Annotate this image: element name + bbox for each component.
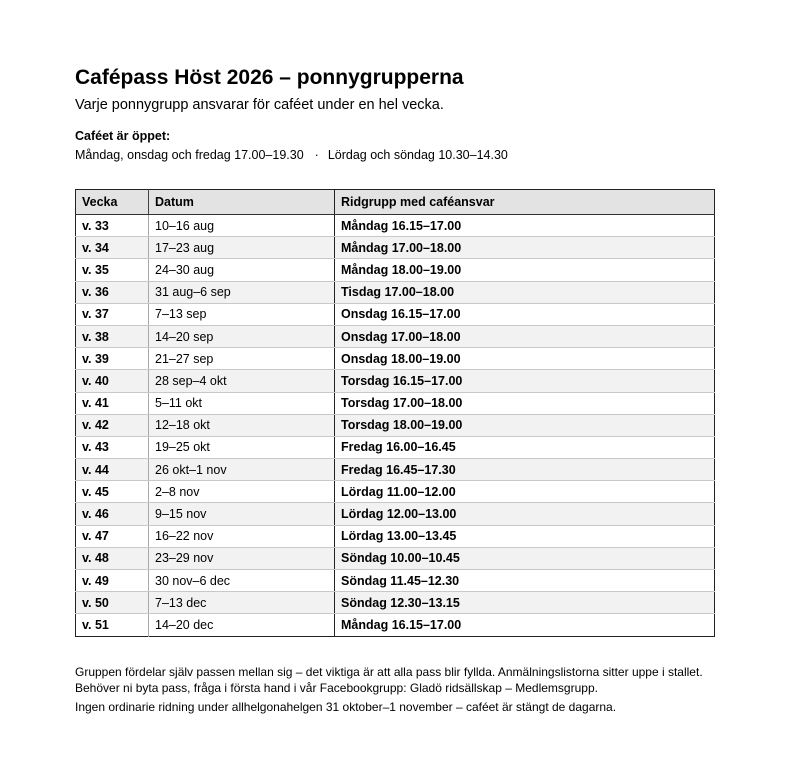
week-cell: v. 36: [76, 281, 149, 303]
group-cell: Lördag 13.00–13.45: [335, 525, 715, 547]
date-cell: 31 aug–6 sep: [149, 281, 335, 303]
date-cell: 5–11 okt: [149, 392, 335, 414]
date-cell: 17–23 aug: [149, 237, 335, 259]
table-row: [76, 237, 715, 259]
date-cell: 14–20 dec: [149, 614, 335, 636]
group-cell: Söndag 11.45–12.30: [335, 570, 715, 592]
group-cell: Fredag 16.00–16.45: [335, 436, 715, 458]
table-row: [76, 503, 715, 525]
date-cell: 26 okt–1 nov: [149, 459, 335, 481]
date-cell: 2–8 nov: [149, 481, 335, 503]
date-cell: 24–30 aug: [149, 259, 335, 281]
date-cell: 12–18 okt: [149, 414, 335, 436]
week-cell: v. 38: [76, 325, 149, 347]
date-cell: 21–27 sep: [149, 348, 335, 370]
table-row: [76, 570, 715, 592]
week-cell: v. 47: [76, 525, 149, 547]
week-cell: v. 35: [76, 259, 149, 281]
table-row: [76, 436, 715, 458]
group-cell: Måndag 17.00–18.00: [335, 237, 715, 259]
table-row: [76, 325, 715, 347]
week-cell: v. 41: [76, 392, 149, 414]
date-cell: 7–13 dec: [149, 592, 335, 614]
opening-hours-weekdays: Måndag, onsdag och fredag 17.00–19.30: [75, 148, 304, 162]
group-cell: Onsdag 18.00–19.00: [335, 348, 715, 370]
table-body: [76, 215, 715, 637]
table-row: [76, 392, 715, 414]
date-cell: 23–29 nov: [149, 547, 335, 569]
table-row: [76, 414, 715, 436]
opening-hours: [75, 147, 715, 164]
week-cell: v. 43: [76, 436, 149, 458]
table-row: [76, 348, 715, 370]
week-cell: v. 49: [76, 570, 149, 592]
group-cell: Måndag 16.15–17.00: [335, 215, 715, 237]
group-cell: Söndag 12.30–13.15: [335, 592, 715, 614]
schedule-document: [75, 64, 715, 714]
group-cell: Tisdag 17.00–18.00: [335, 281, 715, 303]
week-cell: v. 40: [76, 370, 149, 392]
group-cell: Torsdag 18.00–19.00: [335, 414, 715, 436]
group-cell: Söndag 10.00–10.45: [335, 547, 715, 569]
footer-note-holiday: Ingen ordinarie ridning under allhelgonahelgen 31 oktober–1 november – caféet är stängt de dagarna.: [75, 700, 617, 714]
table-row: [76, 547, 715, 569]
table-row: [76, 525, 715, 547]
column-header-group: Ridgrupp med caféansvar: [335, 190, 715, 215]
page-subtitle: Varje ponnygrupp ansvarar för caféet under en hel vecka.: [75, 97, 444, 113]
column-header-week: Vecka: [76, 190, 149, 215]
group-cell: Onsdag 16.15–17.00: [335, 303, 715, 325]
week-cell: v. 37: [76, 303, 149, 325]
week-cell: v. 48: [76, 547, 149, 569]
table-row: [76, 481, 715, 503]
table-row: [76, 459, 715, 481]
footer-note-swap: Gruppen fördelar själv passen mellan sig – det viktiga är att alla pass blir fyllda. Anmälningslistorna sitter uppe i stallet. Behöver ni byta pass, fråga i första hand i vår Facebookgrupp: Gladö ridsällskap – Medlemsgrupp.: [75, 665, 703, 695]
date-cell: 9–15 nov: [149, 503, 335, 525]
cafe-schedule-table: [75, 189, 715, 637]
date-cell: 30 nov–6 dec: [149, 570, 335, 592]
group-cell: Lördag 12.00–13.00: [335, 503, 715, 525]
table-row: [76, 303, 715, 325]
table-row: [76, 259, 715, 281]
table-row: [76, 370, 715, 392]
column-header-date: Datum: [149, 190, 335, 215]
week-cell: v. 34: [76, 237, 149, 259]
page-title: Cafépass Höst 2026 – ponnygrupperna: [75, 66, 464, 89]
group-cell: Måndag 18.00–19.00: [335, 259, 715, 281]
group-cell: Torsdag 16.15–17.00: [335, 370, 715, 392]
table-row: [76, 614, 715, 636]
table-row: [76, 592, 715, 614]
footer-notes: [75, 664, 715, 718]
table-row: [76, 215, 715, 237]
week-cell: v. 51: [76, 614, 149, 636]
date-cell: 28 sep–4 okt: [149, 370, 335, 392]
group-cell: Måndag 16.15–17.00: [341, 617, 462, 632]
group-cell: Onsdag 17.00–18.00: [335, 325, 715, 347]
date-cell: 19–25 okt: [149, 436, 335, 458]
opening-hours-weekend: Lördag och söndag 10.30–14.30: [327, 148, 508, 162]
week-cell: v. 44: [76, 459, 149, 481]
week-cell: v. 45: [76, 481, 149, 503]
date-cell: 14–20 sep: [149, 325, 335, 347]
table-row: [76, 281, 715, 303]
week-cell: v. 39: [76, 348, 149, 370]
week-cell: v. 42: [76, 414, 149, 436]
group-cell: Lördag 11.00–12.00: [335, 481, 715, 503]
opening-hours-label: Caféet är öppet:: [75, 129, 171, 143]
week-cell: v. 46: [76, 503, 149, 525]
date-cell: 7–13 sep: [149, 303, 335, 325]
opening-hours-separator: ·: [314, 148, 319, 162]
group-cell: Fredag 16.45–17.30: [335, 459, 715, 481]
week-cell: v. 33: [76, 215, 149, 237]
date-cell: 16–22 nov: [149, 525, 335, 547]
table-header-row: [76, 190, 715, 215]
group-cell: Torsdag 17.00–18.00: [335, 392, 715, 414]
week-cell: v. 50: [76, 592, 149, 614]
date-cell: 10–16 aug: [149, 215, 335, 237]
